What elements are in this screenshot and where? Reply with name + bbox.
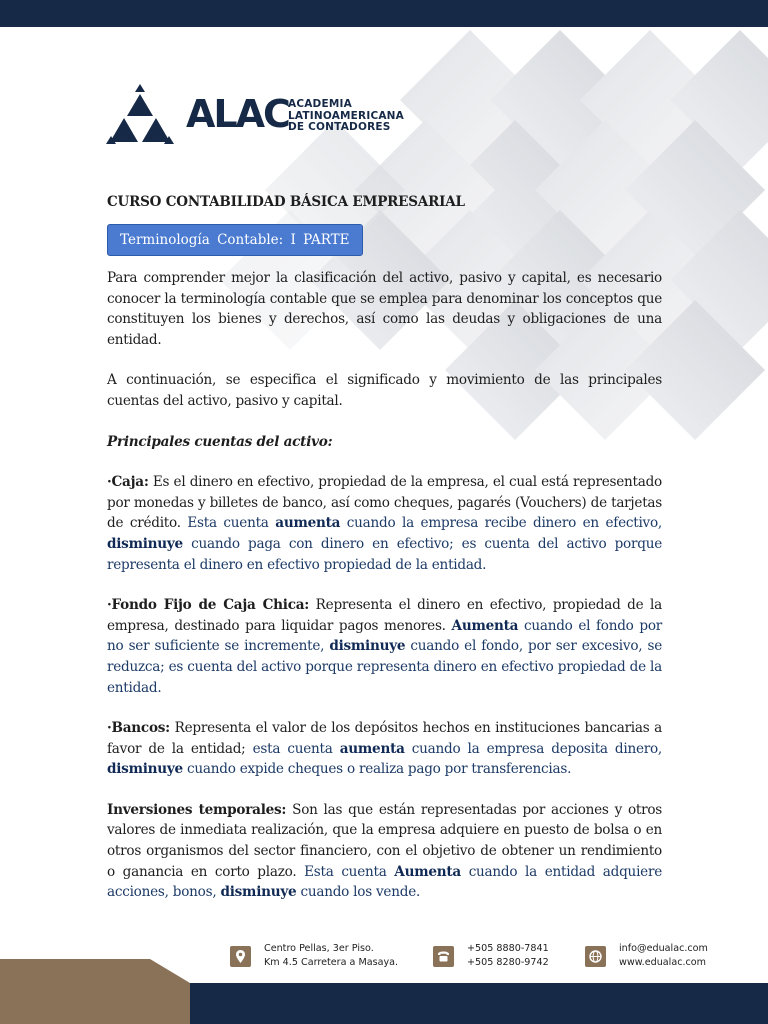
footer-contact <box>585 942 725 976</box>
caja-decrease: disminuye <box>107 535 183 552</box>
logo-text-line-3: DE CONTADORES <box>288 121 391 133</box>
footer-tan-accent <box>0 959 190 1024</box>
bancos-term: ·Bancos: <box>107 720 170 737</box>
location-pin-icon <box>230 946 251 967</box>
caja-movement-text: cuando la empresa recibe dinero en efectivo, <box>340 515 662 532</box>
bancos-increase: aumenta <box>339 740 405 757</box>
intro-paragraph: Para comprender mejor la clasificación del activo, pasivo y capital, es necesario conocer la terminología contable que se emplea para denominar los conceptos que constituyen los bienes y derechos, así como las deudas y obligaciones de una entidad. <box>107 270 662 348</box>
fondo-increase: Aumenta <box>451 617 519 634</box>
document-body <box>107 194 662 903</box>
address-text <box>264 942 398 969</box>
phone-line-2[interactable]: +505 8280-9742 <box>467 956 549 968</box>
bancos-decrease: disminuye <box>107 761 183 778</box>
section-badge: Terminología Contable: I PARTE <box>107 224 363 256</box>
globe-icon <box>585 946 606 967</box>
bancos-movement-text: cuando la empresa deposita dinero, <box>404 740 662 757</box>
address-line-2: Km 4.5 Carretera a Masaya. <box>264 956 399 968</box>
website-link[interactable]: www.edualac.com <box>619 956 707 968</box>
fondo-decrease: disminuye <box>329 638 406 655</box>
fondo-paragraph <box>107 595 662 698</box>
logo-triangle-mark <box>106 84 174 144</box>
fondo-term: ·Fondo Fijo de Caja Chica: <box>107 597 310 614</box>
phone-line-1[interactable]: +505 8880-7841 <box>467 943 549 954</box>
caja-movement-text: cuando paga con dinero en efectivo; es cuenta del activo porque representa el dinero en efectivo propiedad de la entidad. <box>107 535 662 573</box>
inversiones-paragraph <box>107 800 662 903</box>
contact-text <box>619 942 708 969</box>
logo-text <box>288 99 404 134</box>
caja-definition: Es el dinero en efectivo, propiedad de la empresa, el cual está representado por monedas y billetes de banco, así como cheques, pagarés (Vouchers) de tarjetas de crédito. <box>107 474 662 532</box>
inversiones-movement-text: Esta cuenta <box>296 863 395 880</box>
alac-logo <box>106 84 406 146</box>
logo-letters: ALAC <box>186 92 289 136</box>
fondo-definition: Representa el dinero en efectivo, propiedad de la empresa, destinado para liquidar pagos menores. <box>107 597 663 634</box>
logo-text-line-2: LATINOAMERICANA <box>288 109 404 122</box>
caja-movement-text: Esta cuenta <box>180 515 276 532</box>
address-line-1: Centro Pellas, 3er Piso. <box>264 943 374 954</box>
caja-increase: aumenta <box>275 515 341 532</box>
inversiones-movement-text: cuando la entidad adquiere acciones, bonos, <box>107 863 662 901</box>
phone-text <box>467 942 549 969</box>
caja-term: ·Caja: <box>107 474 149 491</box>
caja-movement <box>107 515 662 572</box>
bancos-movement-text: cuando expide cheques o realiza pago por transferencias. <box>182 761 572 778</box>
course-title: CURSO CONTABILIDAD BÁSICA EMPRESARIAL <box>107 194 465 210</box>
bancos-paragraph <box>107 718 662 780</box>
logo-text-line-1: ACADEMIA <box>288 98 352 110</box>
caja-paragraph <box>107 472 662 575</box>
inversiones-term: Inversiones temporales: <box>107 801 287 818</box>
email-link[interactable]: info@edualac.com <box>619 943 708 954</box>
fondo-movement-text: cuando el fondo, por ser excesivo, se reduzca; es cuenta del activo porque representa dinero en efectivo propiedad de la entidad. <box>107 638 662 696</box>
assets-subheading: Principales cuentas del activo: <box>107 433 333 450</box>
bancos-definition: Representa el valor de los depósitos hechos en instituciones bancarias a favor de la entidad; <box>107 720 662 757</box>
inversiones-definition: Son las que están representadas por acciones y otros valores de inmediata realización, que la empresa adquiere en puesto de bolsa o en otros organismos del sector financiero, con el objetivo de obtener un rendimiento o ganancia en corto plazo. <box>107 801 662 880</box>
inversiones-decrease: disminuye <box>220 884 297 901</box>
inversiones-increase: Aumenta <box>394 863 461 880</box>
footer-address <box>230 942 420 976</box>
continuation-paragraph: A continuación, se especifica el significado y movimiento de las principales cuentas del activo, pasivo y capital. <box>107 372 662 409</box>
fondo-movement-text: cuando el fondo por no ser suficiente se incremente, <box>107 617 663 655</box>
phone-icon <box>433 946 454 967</box>
inversiones-movement-text: cuando los vende. <box>296 884 421 901</box>
bancos-movement-text: esta cuenta <box>245 740 340 757</box>
footer-phones <box>433 942 563 976</box>
